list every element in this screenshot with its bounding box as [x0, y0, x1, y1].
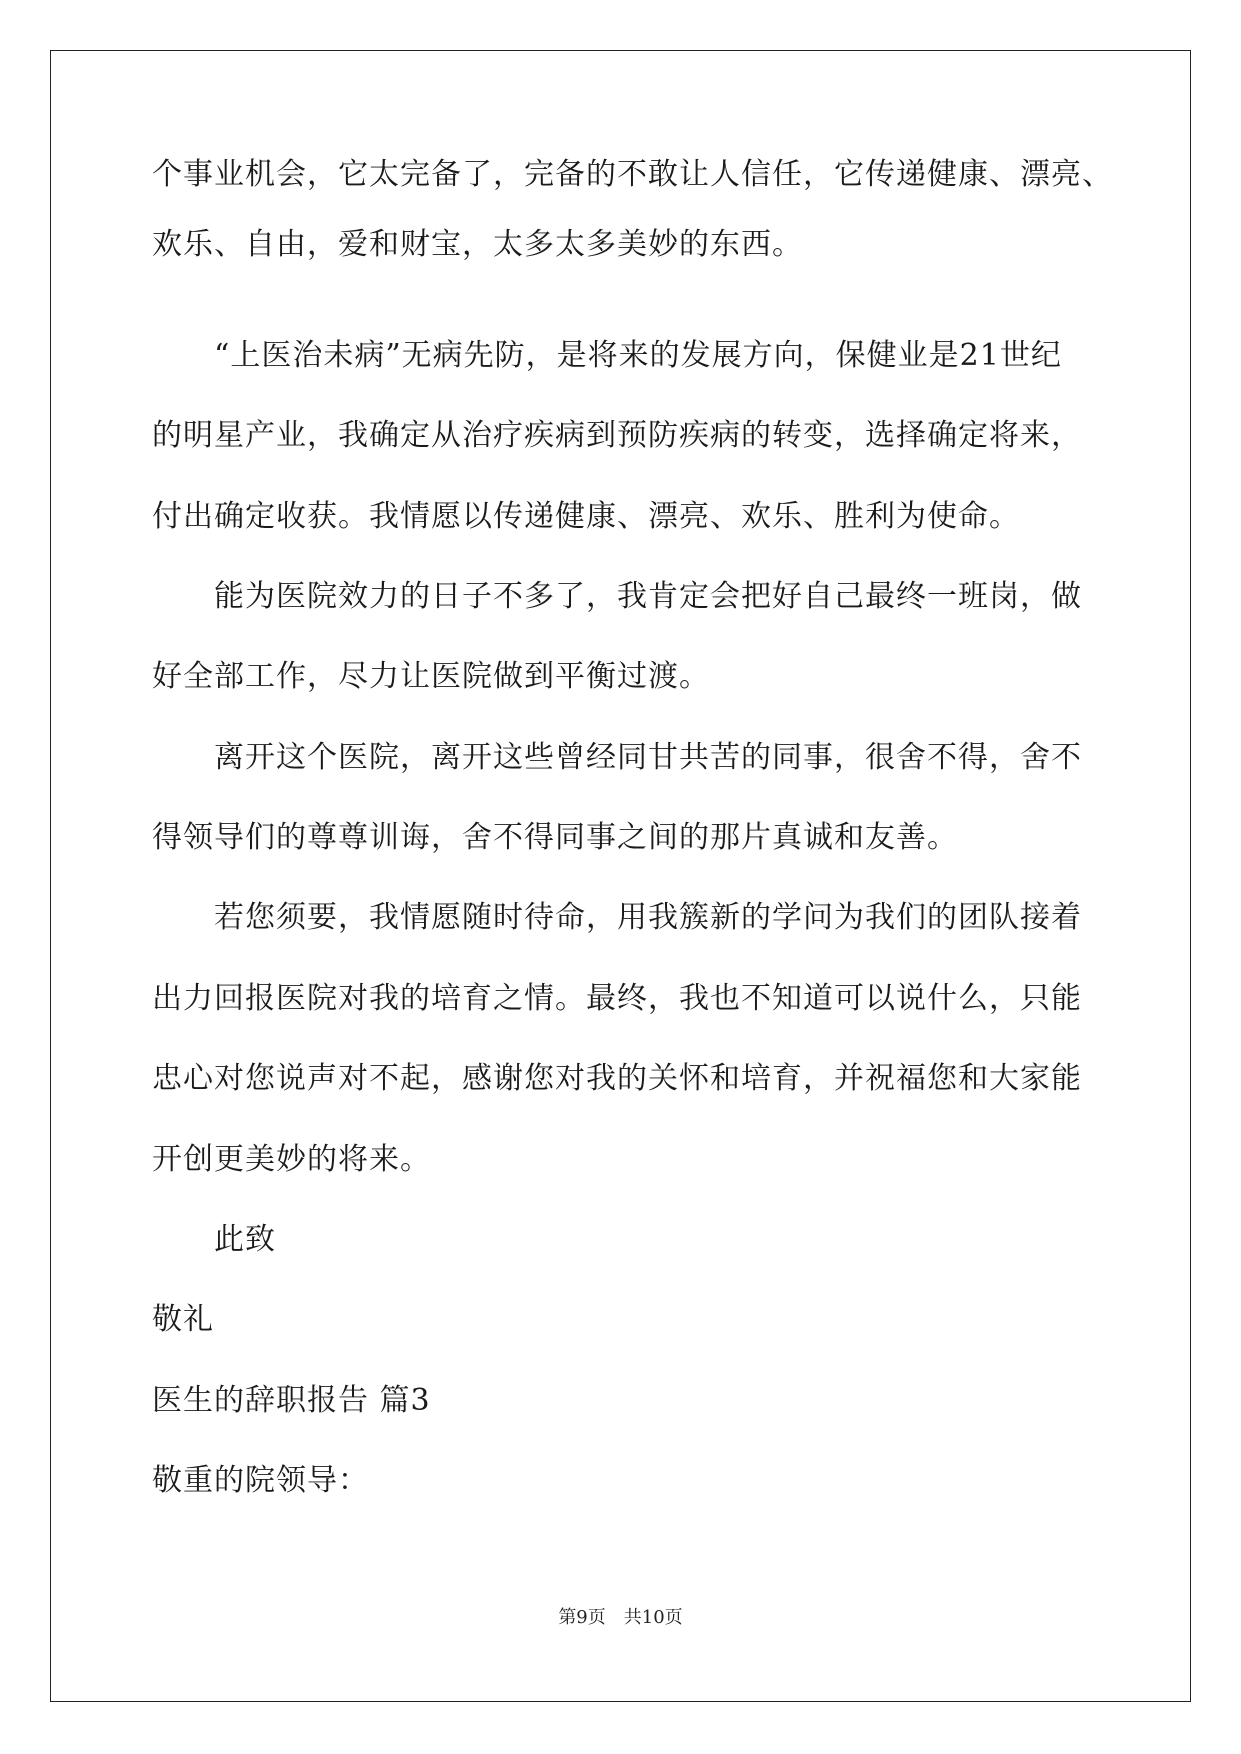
greeting-line: 敬重的院领导： [152, 1463, 369, 1498]
body-line-10: 若您须要，我情愿随时待命，用我簇新的学问为我们的团队接着 [214, 900, 1082, 935]
body-line-9: 得领导们的尊尊训诲，舍不得同事之间的那片真诚和友善。 [152, 820, 958, 855]
closing-regards: 敬礼 [152, 1302, 214, 1337]
body-line-7: 好全部工作，尽力让医院做到平衡过渡。 [152, 659, 710, 694]
body-line-11: 出力回报医院对我的培育之情。最终，我也不知道可以说什么，只能 [152, 981, 1082, 1016]
body-line-3: “上医治未病”无病先防，是将来的发展方向，保健业是21世纪 [214, 338, 1062, 373]
body-line-8: 离开这个医院，离开这些曾经同甘共苦的同事，很舍不得，舍不 [214, 740, 1082, 775]
page-footer [0, 1606, 1241, 1630]
body-line-5: 付出确定收获。我情愿以传递健康、漂亮、欢乐、胜利为使命。 [152, 499, 1020, 534]
section-heading: 医生的辞职报告 篇3 [152, 1383, 431, 1418]
body-line-13: 开创更美妙的将来。 [152, 1142, 431, 1177]
page-frame [50, 50, 1191, 1702]
body-line-12: 忠心对您说声对不起，感谢您对我的关怀和培育，并祝福您和大家能 [152, 1061, 1082, 1096]
page-number: 第9页 [558, 1607, 606, 1628]
body-line-1: 个事业机会，它太完备了，完备的不敢让人信任，它传递健康、漂亮、 [152, 157, 1113, 192]
body-line-2: 欢乐、自由，爱和财宝，太多太多美妙的东西。 [152, 227, 803, 262]
closing-salutation: 此致 [214, 1222, 276, 1257]
total-pages: 共10页 [623, 1607, 683, 1628]
body-line-6: 能为医院效力的日子不多了，我肯定会把好自己最终一班岗，做 [214, 579, 1082, 614]
body-line-4: 的明星产业，我确定从治疗疾病到预防疾病的转变，选择确定将来， [152, 418, 1082, 453]
